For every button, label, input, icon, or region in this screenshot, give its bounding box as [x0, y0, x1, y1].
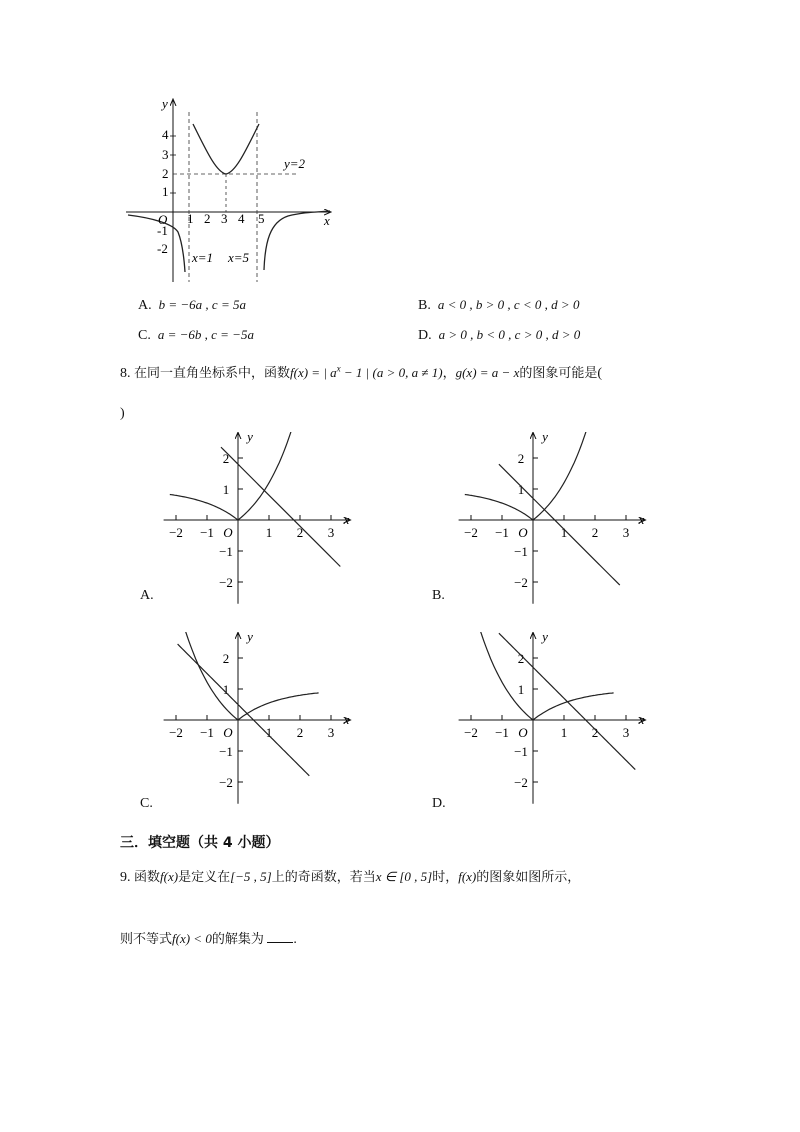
- y-tick-label: −2: [514, 575, 528, 590]
- f-curve: [465, 432, 594, 520]
- y-axis-label: y: [542, 432, 548, 444]
- q7-graph: [118, 92, 348, 287]
- x-tick-label: −1: [200, 525, 214, 540]
- y-tick-label: 1: [517, 682, 525, 697]
- f-curve: [184, 632, 319, 720]
- x-axis-label: x: [324, 213, 330, 228]
- q7-option-b[interactable]: B. a < 0 , b > 0 , c < 0 , d > 0: [418, 297, 580, 313]
- y-tick-2: 2: [162, 166, 169, 181]
- f-curve: [170, 432, 299, 520]
- g-line: [499, 464, 620, 585]
- x-axis-label: x: [343, 712, 350, 727]
- x-tick-label: 2: [591, 525, 599, 540]
- q8-graph-a[interactable]: [160, 432, 360, 604]
- y-axis-label: y: [542, 632, 548, 644]
- x-tick-label: −1: [200, 725, 214, 740]
- q7-option-c[interactable]: C. a = −6b , c = −5a: [138, 327, 254, 343]
- q9-line-1: 9. 函数f(x)是定义在[−5 , 5]上的奇函数，若当x ∈ [0 , 5]时，f(x)的图象如图所示，: [120, 869, 581, 885]
- q8-graph-b[interactable]: [455, 432, 655, 604]
- x-tick-label: 2: [296, 525, 304, 540]
- y-tick-label: 2: [222, 451, 230, 466]
- y-tick-label: 1: [517, 482, 525, 497]
- x-tick-1: 1: [187, 211, 194, 226]
- q8-graph-d[interactable]: [455, 632, 655, 804]
- curve-right: [264, 211, 330, 270]
- y-tick-label: −1: [514, 544, 528, 559]
- x-tick-label: 1: [265, 525, 273, 540]
- y-tick-label: 1: [222, 482, 230, 497]
- x-tick-label: −2: [464, 525, 478, 540]
- x-tick-label: −2: [464, 725, 478, 740]
- q8-option-b-label[interactable]: B.: [432, 588, 445, 603]
- x-tick-5: 5: [258, 211, 265, 226]
- x-tick-label: −1: [495, 725, 509, 740]
- x-tick-label: 1: [560, 525, 568, 540]
- q8-graph-c[interactable]: [160, 632, 360, 804]
- y-tick-neg1: -1: [157, 223, 168, 238]
- q8-number: 8.: [120, 366, 131, 381]
- y-tick-label: 1: [222, 682, 230, 697]
- q8-option-d-label[interactable]: D.: [432, 796, 446, 811]
- q8-option-a-label[interactable]: A.: [140, 588, 154, 603]
- q8-stem: 8. 在同一直角坐标系中，函数f(x) = | $a^x - 1$ | (a > 0, a ≠ 1)，g(x) = a − x的图象可能是(: [120, 363, 603, 381]
- x-tick-label: 1: [560, 725, 568, 740]
- origin-label: O: [518, 525, 528, 540]
- x-tick-label: 1: [265, 725, 273, 740]
- x-tick-label: 2: [296, 725, 304, 740]
- g-line: [221, 447, 340, 566]
- x-tick-label: −1: [495, 525, 509, 540]
- origin-label: O: [518, 725, 528, 740]
- origin-label: O: [223, 725, 233, 740]
- section-3-title: 三．填空题（共 4 小题）: [120, 835, 280, 851]
- y-tick-label: −2: [514, 775, 528, 790]
- y-tick-1: 1: [162, 184, 169, 199]
- x-tick-4: 4: [238, 211, 245, 226]
- y-tick-label: −1: [219, 744, 233, 759]
- q7-option-d[interactable]: D. a > 0 , b < 0 , c > 0 , d > 0: [418, 327, 581, 343]
- y-tick-label: −1: [219, 544, 233, 559]
- y-axis-label: y: [247, 632, 253, 644]
- x-tick-label: 3: [327, 725, 335, 740]
- q7-option-a[interactable]: A. b = −6a , c = 5a: [138, 297, 246, 313]
- label-x5: x=5: [228, 250, 250, 265]
- x-tick-label: 2: [591, 725, 599, 740]
- x-axis-label: x: [343, 512, 350, 527]
- curve-middle: [193, 124, 259, 174]
- x-tick-label: −2: [169, 725, 183, 740]
- label-y2: y=2: [284, 156, 306, 171]
- x-axis-label: x: [638, 512, 645, 527]
- y-tick-label: −1: [514, 744, 528, 759]
- q9-number: 9.: [120, 870, 131, 885]
- y-axis-label: y: [247, 432, 253, 444]
- f-definition: f(x) = | $a^x - 1$ | (a > 0, a ≠ 1): [290, 363, 443, 380]
- x-tick-label: 3: [327, 525, 335, 540]
- x-axis-label: x: [638, 712, 645, 727]
- y-tick-3: 3: [162, 147, 169, 162]
- x-tick-2: 2: [204, 211, 211, 226]
- y-tick-label: 2: [517, 451, 525, 466]
- f-curve: [479, 632, 614, 720]
- answer-blank[interactable]: [267, 930, 293, 943]
- x-tick-label: −2: [169, 525, 183, 540]
- y-tick-label: −2: [219, 775, 233, 790]
- label-x1: x=1: [192, 250, 214, 265]
- x-tick-label: 3: [622, 725, 630, 740]
- g-line: [178, 644, 310, 776]
- origin-label: O: [223, 525, 233, 540]
- y-axis-label: y: [162, 96, 168, 111]
- y-tick-label: 2: [517, 651, 525, 666]
- q9-line-2: 则不等式f(x) < 0的解集为 .: [120, 931, 297, 947]
- g-definition: g(x) = a − x: [455, 365, 520, 380]
- x-tick-label: 3: [622, 525, 630, 540]
- q8-option-c-label[interactable]: C.: [140, 796, 153, 811]
- origin-label: O: [158, 212, 168, 227]
- y-tick-label: −2: [219, 575, 233, 590]
- y-tick-label: 2: [222, 651, 230, 666]
- y-tick-4: 4: [162, 127, 169, 142]
- y-tick-neg2: -2: [157, 241, 168, 256]
- x-tick-3: 3: [221, 211, 228, 226]
- q8-answer-paren-close: ): [120, 406, 125, 421]
